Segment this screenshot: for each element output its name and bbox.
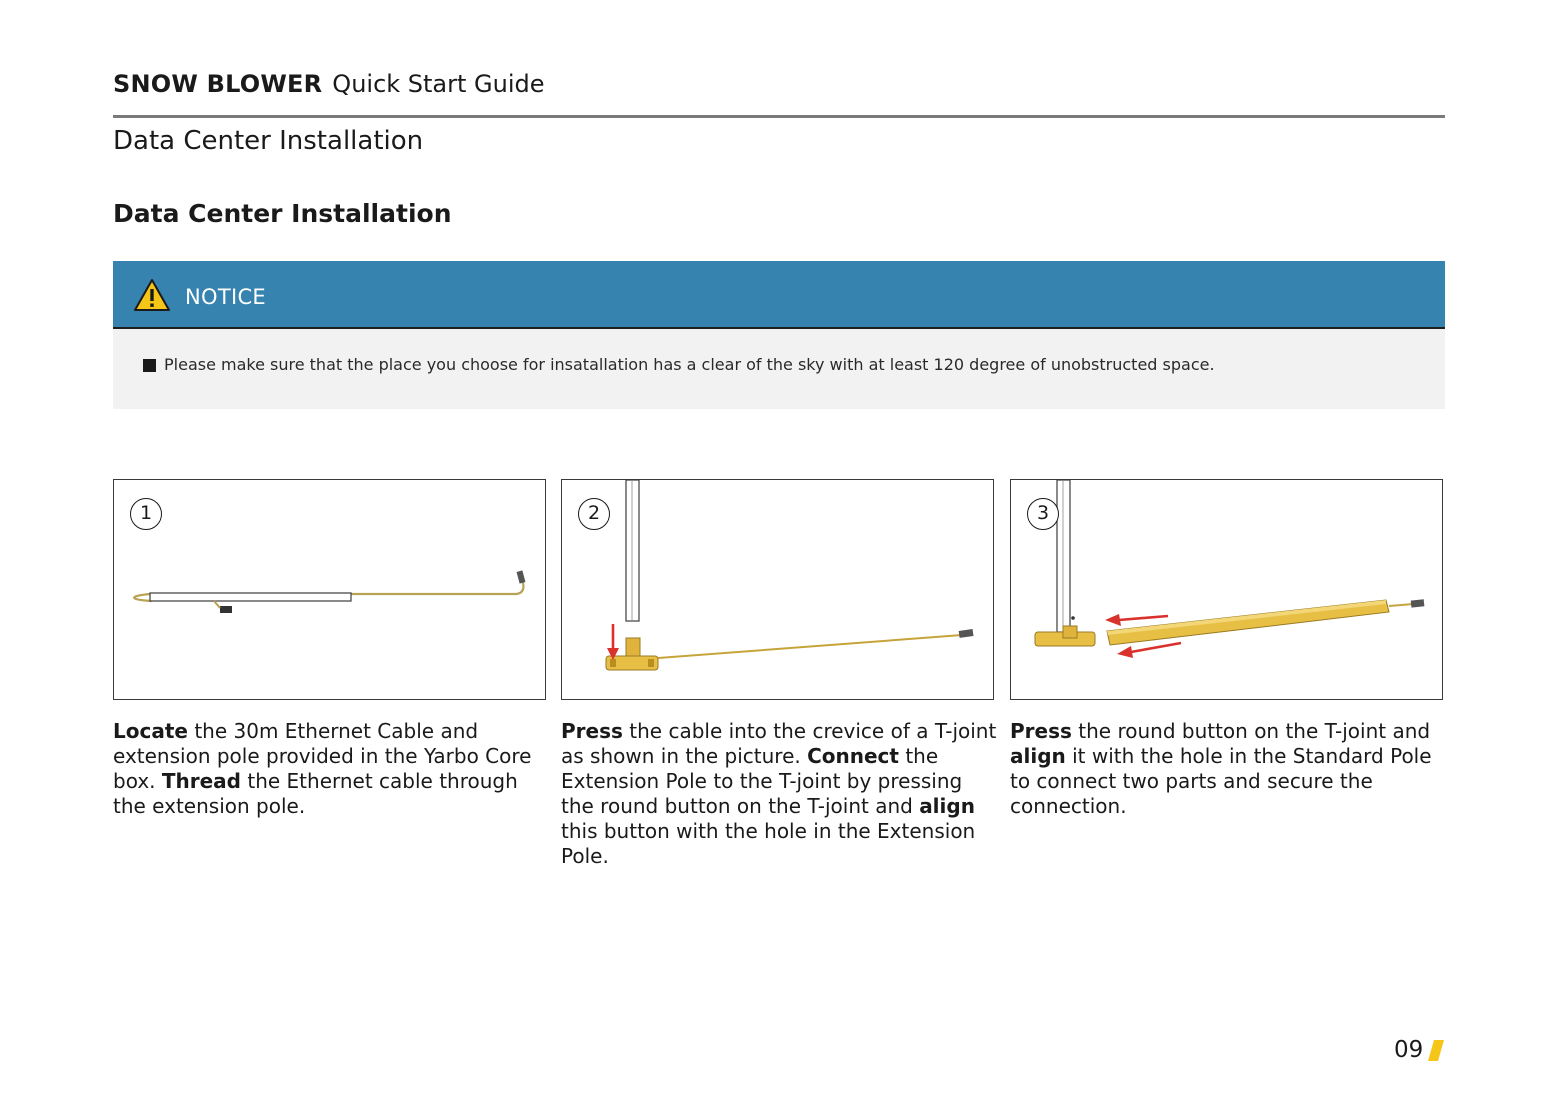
page-accent-icon — [1428, 1040, 1444, 1061]
caption-emphasis: Connect — [807, 744, 899, 768]
step-number-badge: 3 — [1027, 498, 1059, 530]
caption-emphasis: align — [1010, 744, 1066, 768]
warning-triangle-icon — [133, 278, 171, 312]
notice-label: NOTICE — [185, 285, 266, 309]
caption-emphasis: Locate — [113, 719, 188, 743]
notice-text: Please make sure that the place you choose for insatallation has a clear of the sky with at least 120 degree of unobstructed space. — [164, 355, 1215, 374]
section-title: Data Center Installation — [113, 199, 452, 228]
caption-emphasis: Thread — [161, 769, 241, 793]
caption-emphasis: align — [919, 794, 975, 818]
step-2-caption — [561, 719, 1001, 869]
header-divider — [113, 115, 1445, 118]
caption-text: the 30m Ethernet Cable and extension pole provided in the Yarbo Core box. — [113, 719, 532, 793]
guide-title: Quick Start Guide — [332, 70, 545, 98]
caption-text: the Extension Pole to the T-joint by pressing the round button on the T-joint and — [561, 744, 963, 818]
bullet-square-icon — [143, 359, 156, 372]
step-2-illustration — [561, 479, 994, 700]
caption-emphasis: Press — [1010, 719, 1072, 743]
pole-connection-drawing — [1011, 480, 1443, 700]
document-header — [113, 70, 545, 98]
caption-text: the round button on the T-joint and — [1071, 719, 1431, 743]
caption-text: this button with the hole in the Extension Pole. — [561, 819, 976, 868]
cable-and-pole-drawing — [114, 480, 546, 700]
step-3-caption — [1010, 719, 1455, 819]
t-joint-drawing — [562, 480, 994, 700]
notice-body — [113, 329, 1445, 409]
caption-text: the Ethernet cable through the extension pole. — [113, 769, 518, 818]
page-subtitle: Data Center Installation — [113, 126, 424, 156]
page-number: 09 — [1394, 1037, 1424, 1063]
caption-text: it with the hole in the Standard Pole to connect two parts and secure the connection. — [1010, 744, 1432, 818]
step-1-illustration — [113, 479, 546, 700]
caption-emphasis: Press — [561, 719, 623, 743]
step-3-illustration — [1010, 479, 1443, 700]
brand-name: SNOW BLOWER — [113, 70, 323, 98]
caption-text: the cable into the crevice of a T-joint as shown in the picture. — [561, 719, 997, 768]
step-number-badge: 1 — [130, 498, 162, 530]
notice-header — [113, 261, 1445, 329]
step-number-badge: 2 — [578, 498, 610, 530]
step-1-caption — [113, 719, 543, 819]
